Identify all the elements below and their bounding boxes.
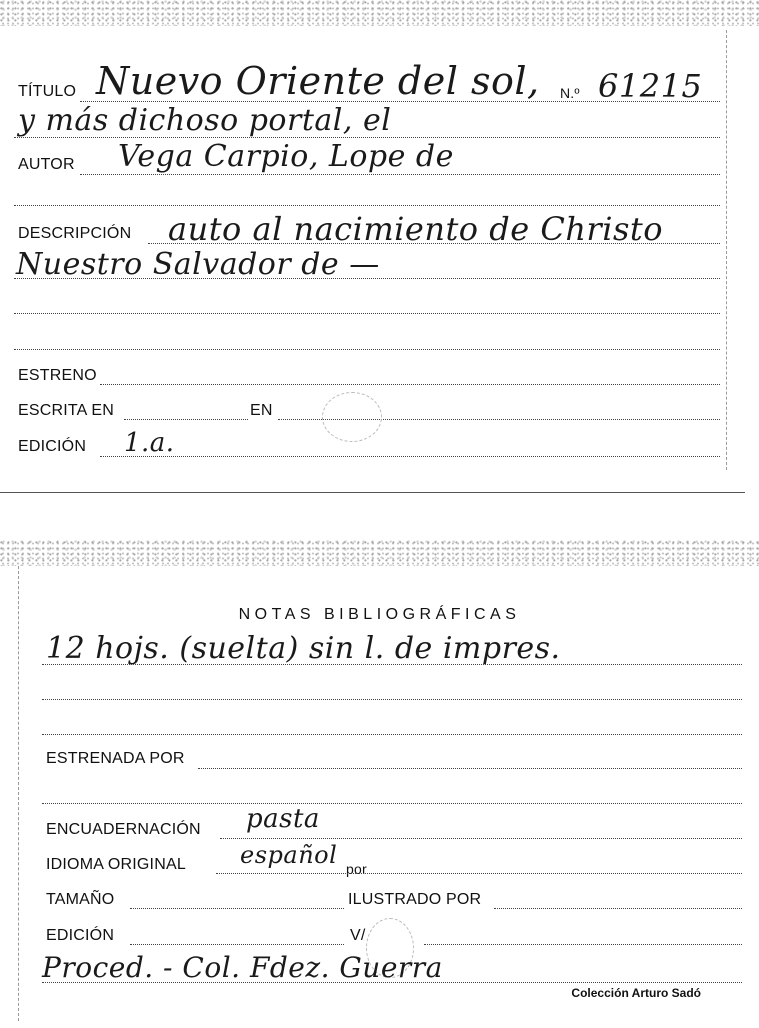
card-top-speckle bbox=[0, 0, 759, 26]
idioma-rule bbox=[216, 873, 742, 874]
blank-rule-2 bbox=[14, 313, 720, 314]
descripcion-rule-2 bbox=[14, 278, 720, 279]
tamano-rule bbox=[130, 908, 344, 909]
catalog-card-front bbox=[0, 0, 759, 495]
autor-rule bbox=[80, 174, 720, 175]
blank-rule-1 bbox=[14, 205, 720, 206]
descripcion-rule bbox=[148, 243, 720, 244]
notas-heading: NOTAS BIBLIOGRÁFICAS bbox=[238, 606, 521, 623]
descripcion-cont: Nuestro Salvador de — bbox=[16, 247, 380, 282]
autor-value: Vega Carpio, Lope de bbox=[118, 139, 454, 174]
edicion-rule bbox=[100, 456, 720, 457]
notas-rule-2 bbox=[42, 699, 742, 700]
autor-label: AUTOR bbox=[18, 156, 75, 173]
notas-rule-3 bbox=[42, 734, 742, 735]
blank-rule-4 bbox=[42, 803, 742, 804]
procedencia-value: Proced. - Col. Fdez. Guerra bbox=[42, 951, 443, 984]
estreno-rule bbox=[100, 384, 720, 385]
encuadernacion-label: ENCUADERNACIÓN bbox=[46, 821, 201, 838]
tamano-label: TAMAÑO bbox=[46, 891, 115, 908]
encuadernacion-rule bbox=[220, 838, 742, 839]
card-top-speckle bbox=[0, 540, 759, 566]
titulo-rule-2 bbox=[14, 137, 720, 138]
en-label: EN bbox=[250, 402, 273, 419]
v-label: V/ bbox=[350, 927, 366, 944]
titulo-value: Nuevo Oriente del sol, bbox=[96, 59, 540, 103]
numero-label: N.º bbox=[560, 85, 580, 101]
edicion-back-label: EDICIÓN bbox=[46, 927, 115, 944]
catalog-card-back bbox=[0, 540, 759, 1028]
ilustrado-rule bbox=[494, 908, 742, 909]
numero-value: 61215 bbox=[598, 67, 703, 105]
idioma-label: IDIOMA ORIGINAL bbox=[46, 856, 186, 873]
estreno-label: ESTRENO bbox=[18, 367, 97, 384]
estrenada-label: ESTRENADA POR bbox=[46, 750, 185, 767]
procedencia-rule bbox=[42, 982, 742, 983]
edicion-back-rule bbox=[130, 944, 344, 945]
faint-stamp bbox=[322, 392, 382, 442]
titulo-label: TÍTULO bbox=[18, 83, 77, 100]
card-right-edge bbox=[726, 30, 727, 470]
coleccion-footer: Colección Arturo Sadó bbox=[571, 986, 701, 1000]
blank-rule-3 bbox=[14, 349, 720, 350]
titulo-cont: y más dichoso portal, el bbox=[18, 103, 392, 138]
escrita-en-rule bbox=[124, 419, 248, 420]
estrenada-rule bbox=[198, 768, 742, 769]
notas-rule-1 bbox=[42, 664, 742, 665]
descripcion-label: DESCRIPCIÓN bbox=[18, 225, 132, 242]
card-left-edge bbox=[18, 566, 19, 1021]
descripcion-value: auto al nacimiento de Christo bbox=[168, 210, 663, 248]
notas-value: 12 hojs. (suelta) sin l. de impres. bbox=[46, 631, 561, 666]
titulo-rule bbox=[80, 101, 720, 102]
v-rule bbox=[424, 944, 742, 945]
ilustrado-label: ILUSTRADO POR bbox=[348, 891, 482, 908]
idioma-value: español bbox=[240, 841, 338, 869]
escrita-en-label: ESCRITA EN bbox=[18, 402, 114, 419]
edicion-value: 1.a. bbox=[124, 428, 175, 458]
card-cut-line bbox=[0, 492, 745, 493]
edicion-label: EDICIÓN bbox=[18, 438, 87, 455]
encuadernacion-value: pasta bbox=[246, 804, 320, 834]
por-label: por bbox=[346, 861, 367, 877]
